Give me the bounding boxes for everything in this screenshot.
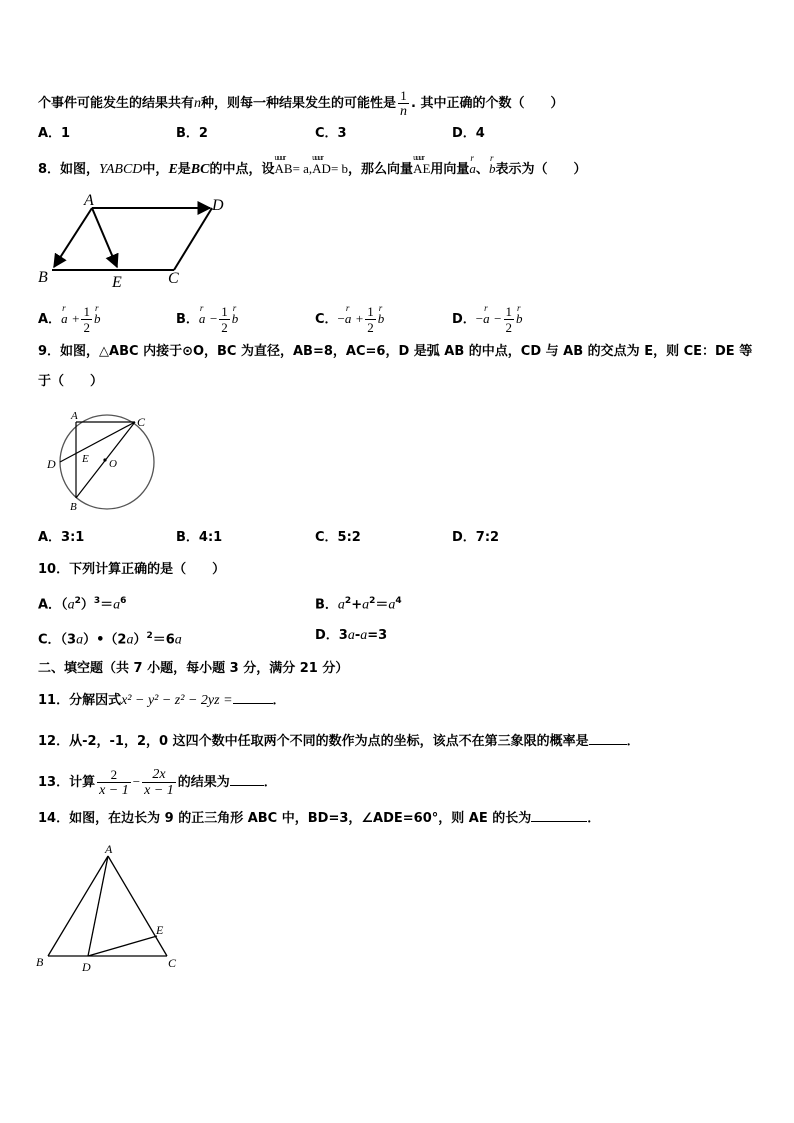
q13-fraction-2: $\frac{2x}{x - 1}$ (144, 767, 174, 798)
q8-vector-ad: uuur AD (312, 160, 331, 178)
q10-option-c: C．$(3a)•(2a)^2=6a$ (38, 631, 182, 648)
section-fill-in-heading: 二、填空题（共 7 小题，每小题 3 分，满分 21 分） (38, 661, 349, 676)
q8-option-d: D．−r a − $\frac{1}{2}$ r b (452, 304, 523, 335)
q9-option-b: B．4:1 (176, 530, 223, 545)
q8-stem: 8．如图，YABCD中，E是BC的中点，设uuur AB= a,uuur AD= b，那么向量uuur AE用向量r a、r b表示为（ ） (38, 160, 586, 179)
q13-stem: 13．计算 $\frac{2}{x - 1}$ − $\frac{2x}{x - 1}$ 的结果为 ． (38, 767, 277, 798)
q14-side-ab (48, 856, 108, 956)
q8-label-a: A (84, 192, 94, 209)
q8-option-b: B．r a − $\frac{1}{2}$ r b (176, 304, 238, 335)
q10-option-d: D．3a-a=3 (315, 628, 388, 643)
q9-center-dot (103, 458, 106, 461)
q9-label-e: E (82, 453, 89, 465)
q8-option-c: C．−r a + $\frac{1}{2}$ r b (315, 304, 384, 335)
q9-chord-cd (60, 422, 135, 462)
q12-stem: 12．从-2，-1，2，0 这四个数中任取两个不同的数作为点的坐标，该点不在第三象限的概率是 ． (38, 734, 640, 749)
q10-stem: 10．下列计算正确的是（ ） (38, 562, 226, 577)
q8-arrow-ab (54, 208, 92, 267)
q9-stem-line2: 于（ ） (38, 374, 104, 389)
q7-option-c: C．3 (315, 126, 347, 141)
q9-circle-o (60, 415, 154, 509)
q14-triangle-figure (34, 838, 184, 973)
q14-segment-ad (88, 856, 108, 956)
q11-expression: x² − y² − z² − 2yz = (121, 693, 233, 708)
q9-circle-figure (40, 400, 165, 515)
q9-label-o: O (109, 458, 117, 470)
q8-vector-ae: uuur AE (413, 160, 430, 178)
q12-answer-blank[interactable] (589, 744, 627, 745)
q8-parallelogram: YABCD (99, 162, 143, 177)
q7-option-d: D．4 (452, 126, 485, 141)
q8-label-d: D (212, 197, 224, 214)
q8-side-cd (174, 208, 212, 270)
q9-option-c: C．5:2 (315, 530, 361, 545)
q8-arrow-ae (92, 208, 117, 267)
q8-label-e: E (112, 274, 122, 290)
q8-vector-ab: uuur AB (275, 160, 293, 178)
q7-var-n: n (194, 96, 202, 111)
q8-option-a: A．r a + $\frac{1}{2}$ r b (38, 304, 100, 335)
q8-parallelogram-figure (34, 190, 234, 290)
q9-stem-line1: 9．如图，△ABC 内接于⊙O，BC 为直径，AB=8，AC=6，D 是弧 AB 的中点，CD 与 AB 的交点为 E，则 CE：DE 等 (38, 344, 753, 359)
q9-option-a: A．3:1 (38, 530, 85, 545)
q7-option-a: A．1 (38, 126, 71, 141)
q7-text-2: 种，则每一种结果发生的可能性是 (201, 96, 397, 111)
q13-answer-blank[interactable] (230, 785, 264, 786)
q9-label-d: D (47, 457, 56, 471)
q8-label-c: C (168, 270, 179, 287)
q9-label-b: B (70, 501, 77, 513)
q11-answer-blank[interactable] (233, 703, 273, 704)
q14-label-d: D (82, 960, 91, 973)
q7-option-b: B．2 (176, 126, 208, 141)
q11-stem: 11．分解因式x² − y² − z² − 2yz = ． (38, 693, 286, 708)
q14-answer-blank[interactable] (531, 821, 587, 822)
q9-option-d: D．7:2 (452, 530, 500, 545)
q14-label-e: E (156, 923, 164, 937)
q7-fraction: $\frac{1}{n}$ (400, 88, 408, 119)
q7-stem-tail (38, 88, 564, 119)
q14-stem: 14．如图，在边长为 9 的正三角形 ABC 中，BD=3，∠ADE=60°，则 AE 的长为 ． (38, 811, 601, 826)
q7-text-1: 个事件可能发生的结果共有 (38, 96, 195, 111)
q14-label-b: B (36, 955, 44, 969)
q8-label-b: B (38, 269, 48, 286)
q14-segment-de (88, 936, 157, 956)
q9-label-a: A (71, 410, 78, 422)
q10-option-b: B．$a^2+a^2=a^4$ (315, 596, 402, 613)
q14-label-c: C (168, 956, 177, 970)
q10-option-a: A．$(a^2)^3=a^6$ (38, 596, 127, 613)
q7-text-3: . 其中正确的个数（ ） (411, 96, 564, 111)
q13-fraction-1: $\frac{2}{x - 1}$ (99, 767, 129, 798)
q14-label-a: A (105, 842, 113, 856)
q9-label-c: C (137, 415, 146, 429)
